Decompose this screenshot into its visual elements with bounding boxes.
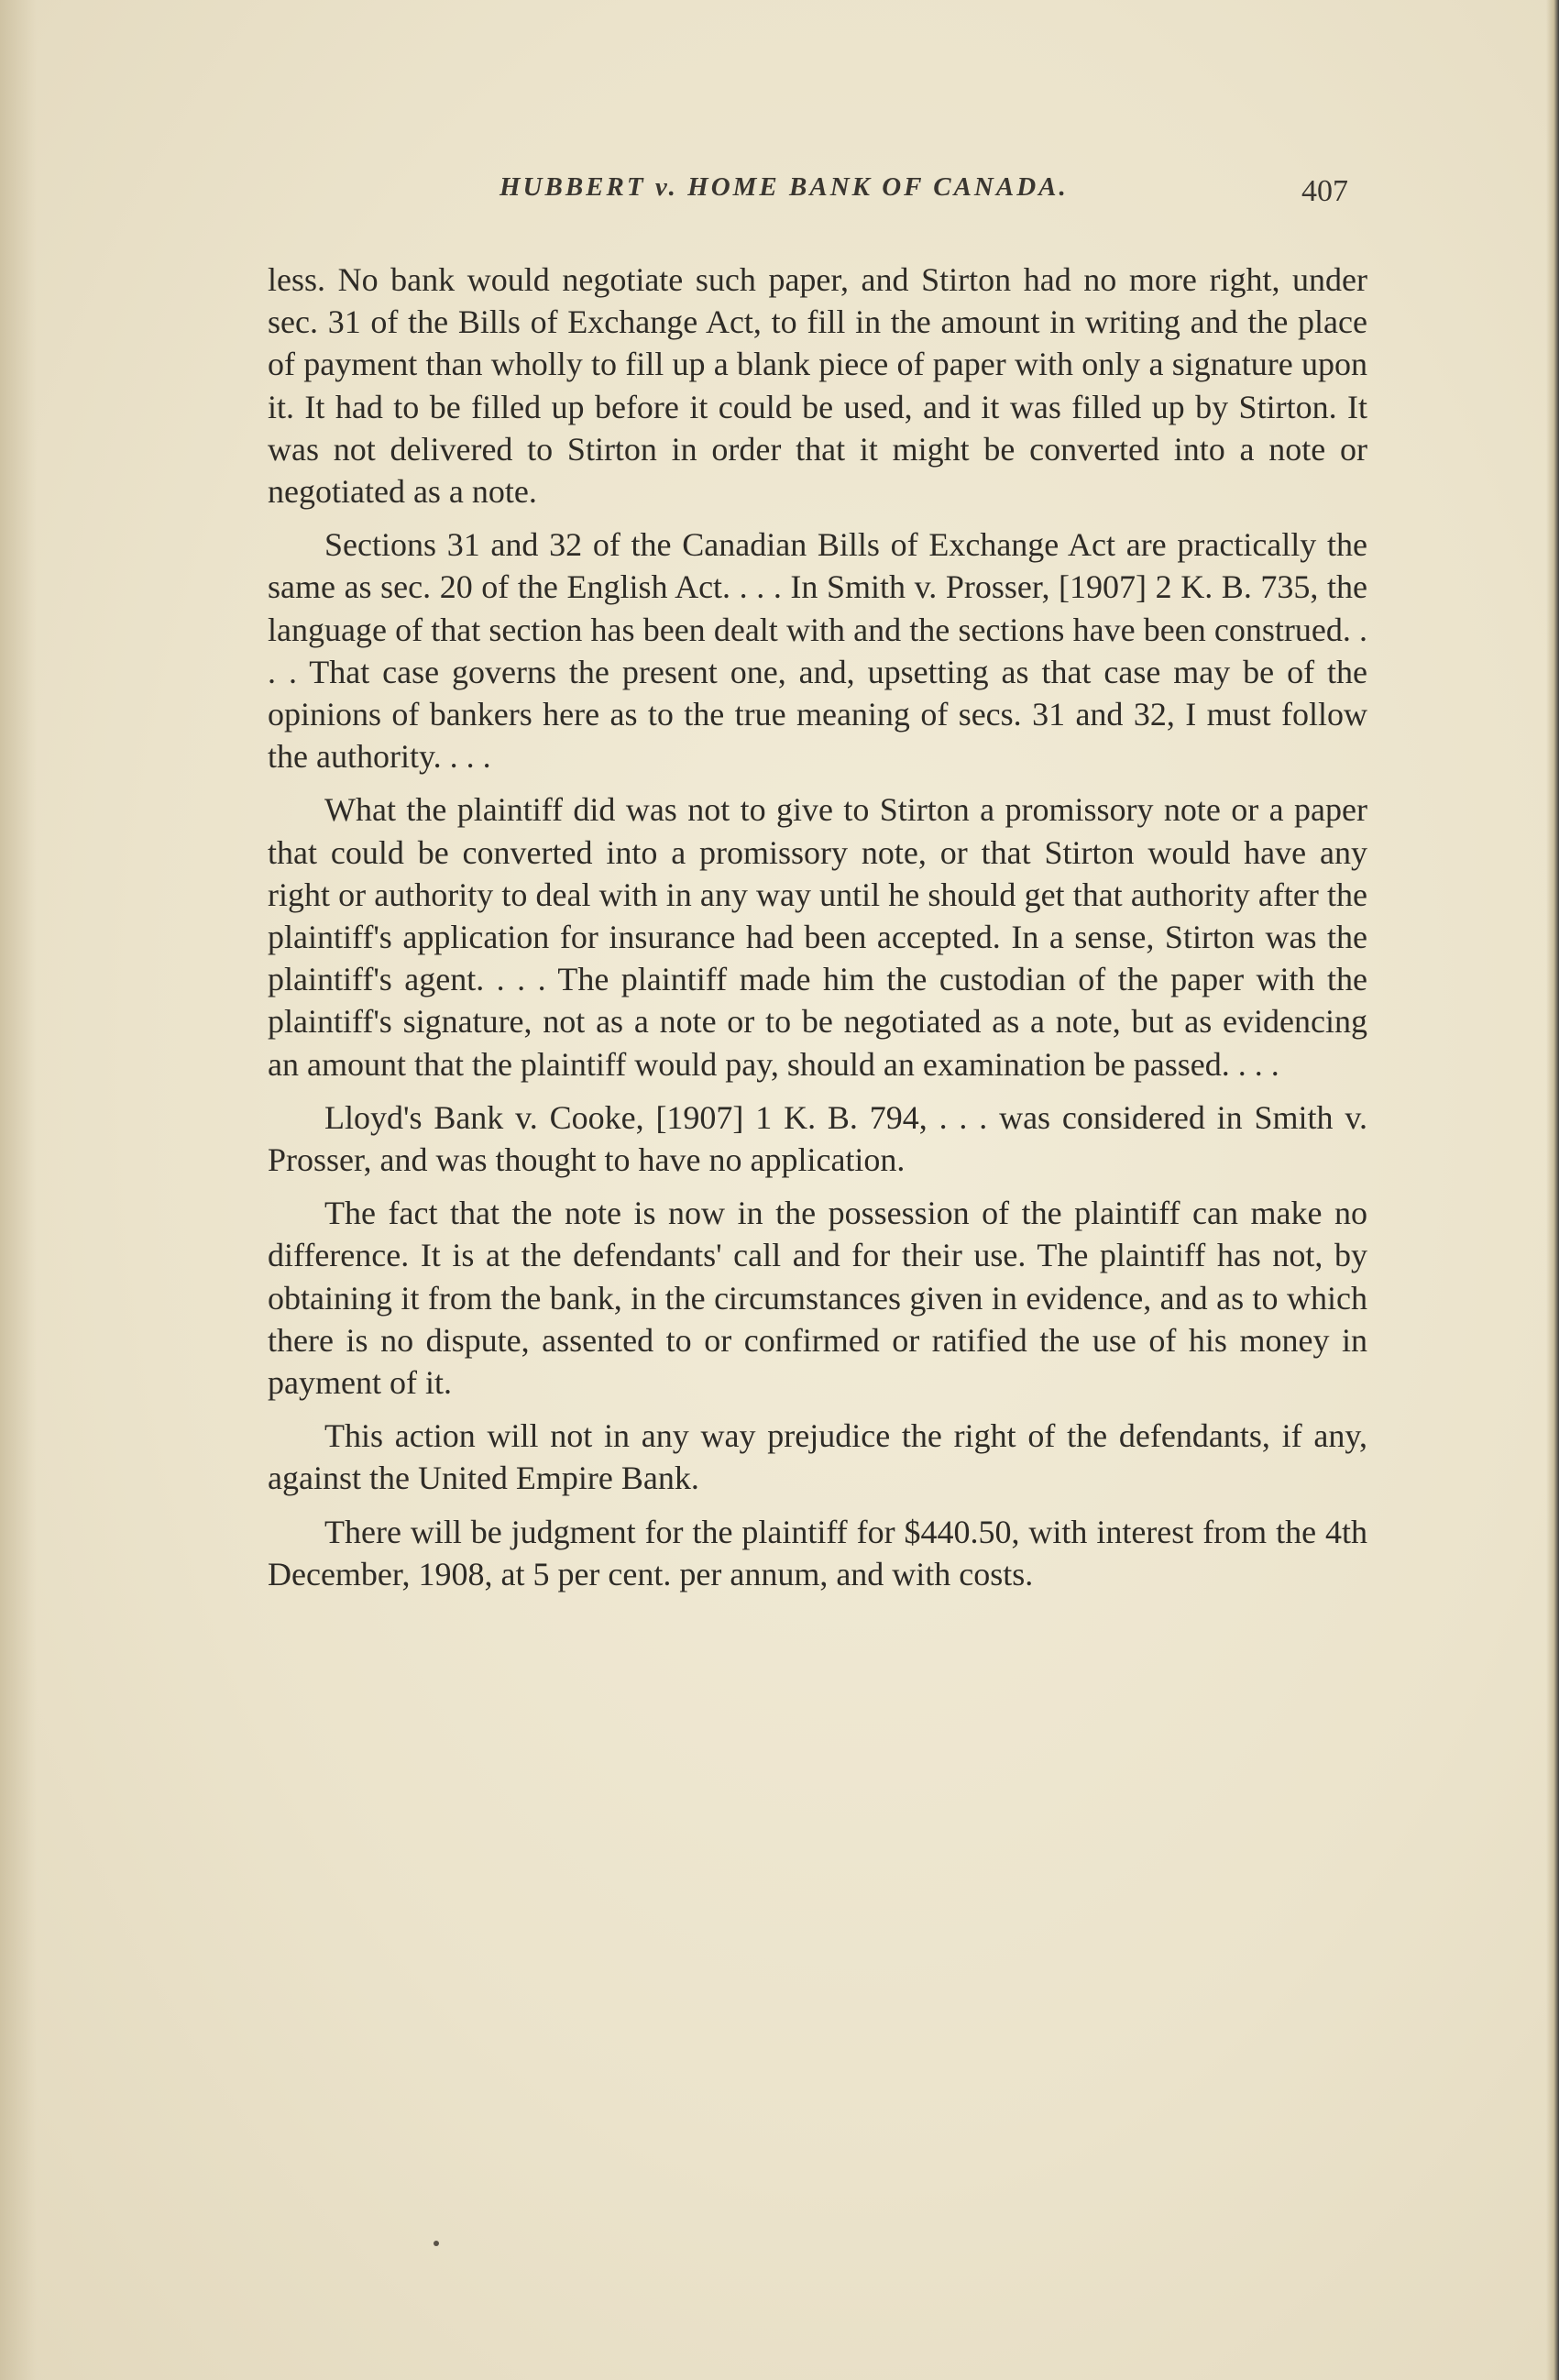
paragraph: Lloyd's Bank v. Cooke, [1907] 1 K. B. 794, . . . was considered in Smith v. Prosser, and was thought to have no application. <box>268 1098 1367 1179</box>
paragraph: less. No bank would negotiate such paper, and Stirton had no more right, under sec. 31 of the Bills of Exchange Act, to fill in the amount in writing and the place of payment than wholly to fill up a blank piece of paper with only a signature upon it. It had to be filled up before it could be used, and it was filled up by Stirton. It was not delivered to Stirton in order that it might be converted into a note or negotiated as a note. <box>268 261 1367 511</box>
running-head <box>266 167 1366 222</box>
running-title: HUBBERT v. HOME BANK OF CANADA. <box>500 172 1069 202</box>
paragraph: Sections 31 and 32 of the Canadian Bills of Exchange Act are practically the same as sec. 20 of the English Act. . . . In Smith v. Prosser, [1907] 2 K. B. 735, the language of that section has been dealt with and the sections have been construed. . . . That case governs the present one, and, upsetting as that case may be of the opinions of bankers here as to the true meaning of secs. 31 and 32, I must follow the authority. . . . <box>268 526 1367 776</box>
page-number: 407 <box>1301 174 1348 208</box>
gutter-shadow <box>0 0 37 2380</box>
paragraph: This action will not in any way prejudice the right of the defendants, if any, against the United Empire Bank. <box>268 1417 1367 1497</box>
paragraph: What the plaintiff did was not to give to Stirton a promissory note or a paper that could be converted into a promissory note, or that Stirton would have any right or authority to deal with in any way until he should get that authority after the plaintiff's application for insurance had been accepted. In a sense, Stirton was the plaintiff's agent. . . . The plaintiff made him the custodian of the paper with the plaintiff's signature, not as a note or to be negotiated as a note, but as evidencing an amount that the plaintiff would pay, should an examination be passed. . . . <box>268 791 1367 1083</box>
page-edge <box>1546 0 1559 2380</box>
paragraph: The fact that the note is now in the possession of the plaintiff can make no difference. It is at the defendants' call and for their use. The plaintiff has not, by obtaining it from the bank, in the circumstances given in evidence, and as to which there is no dispute, assented to or confirmed or ratified the use of his money in payment of it. <box>268 1195 1367 1402</box>
body-text <box>268 259 1367 1606</box>
paragraph: There will be judgment for the plaintiff for $440.50, with interest from the 4th December, 1908, at 5 per cent. per annum, and with costs. <box>268 1513 1367 1592</box>
paper-speck <box>434 2241 439 2246</box>
